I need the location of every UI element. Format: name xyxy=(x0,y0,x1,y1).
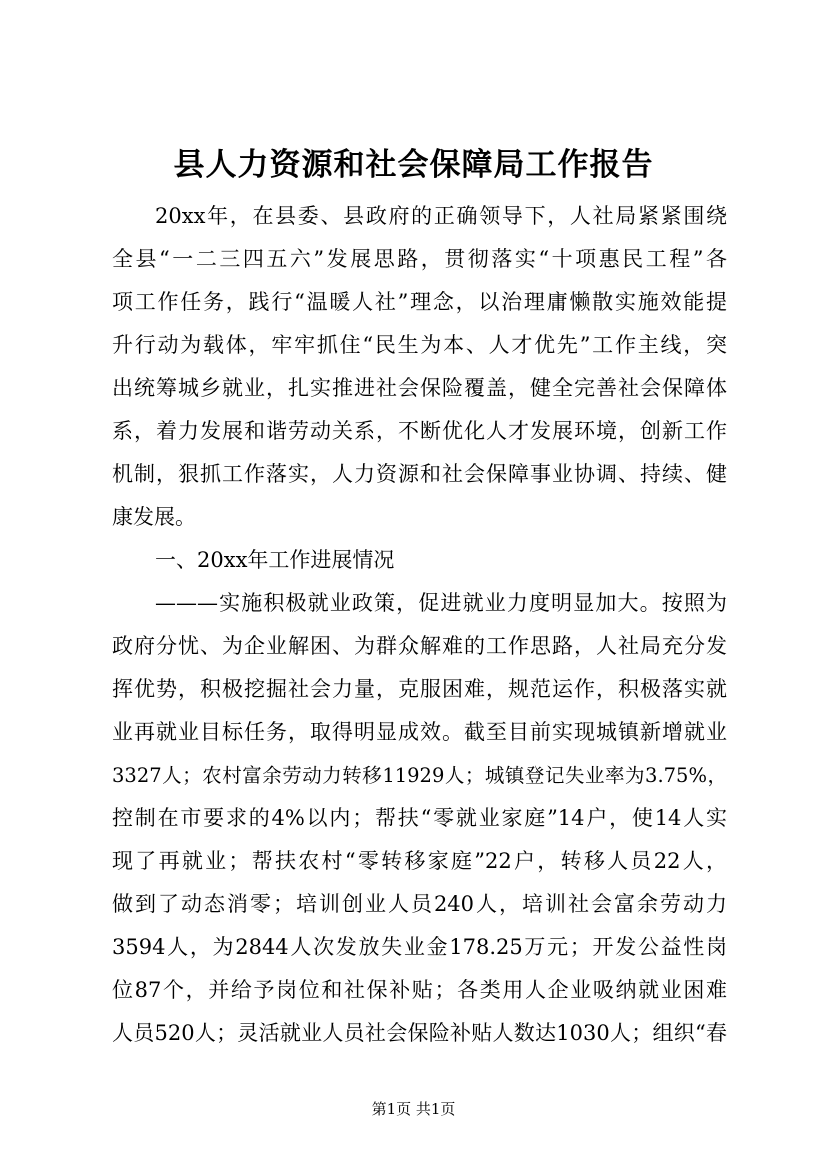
body-line: 政府分忧、为企业解困、为群众解难的工作思路，人社局充分发 xyxy=(112,634,727,658)
body-line: 3594人，为2844人次发放失业金178.25万元；开发公益性岗 xyxy=(112,935,727,959)
body-line: 康发展。 xyxy=(112,505,196,529)
body-line: 现了再就业；帮扶农村“零转移家庭”22户，转移人员22人， xyxy=(112,849,727,873)
body-line: 3327人；农村富余劳动力转移11929人；城镇登记失业率为3.75%， xyxy=(112,764,727,787)
document-title: 县人力资源和社会保障局工作报告 xyxy=(173,147,654,183)
body-line: 升行动为载体，牢牢抓住“民生为本、人才优先”工作主线，突 xyxy=(112,333,727,357)
section-heading: 一、20xx年工作进展情况 xyxy=(155,548,395,572)
body-line: 人员520人；灵活就业人员社会保险补贴人数达1030人；组织“春 xyxy=(112,1021,727,1045)
body-line: 20xx年，在县委、县政府的正确领导下，人社局紧紧围绕 xyxy=(155,204,727,228)
body-line: 挥优势，积极挖掘社会力量，克服困难，规范运作，积极落实就 xyxy=(112,677,727,701)
body-line: 机制，狠抓工作落实，人力资源和社会保障事业协调、持续、健 xyxy=(112,462,727,486)
page-footer: 第1页 共1页 xyxy=(371,1100,456,1118)
body-line: 业再就业目标任务，取得明显成效。截至目前实现城镇新增就业 xyxy=(112,720,727,744)
body-line: 系，着力发展和谐劳动关系，不断优化人才发展环境，创新工作 xyxy=(112,419,727,443)
body-line: 位87个，并给予岗位和社保补贴；各类用人企业吸纳就业困难 xyxy=(112,978,727,1002)
body-line: 做到了动态消零；培训创业人员240人，培训社会富余劳动力 xyxy=(112,892,727,916)
body-line: 项工作任务，践行“温暖人社”理念，以治理庸懒散实施效能提 xyxy=(112,290,727,314)
body-line: 全县“一二三四五六”发展思路，贯彻落实“十项惠民工程”各 xyxy=(112,247,727,271)
body-line: 控制在市要求的4%以内；帮扶“零就业家庭”14户，使14人实 xyxy=(112,806,727,830)
body-line: 出统筹城乡就业，扎实推进社会保险覆盖，健全完善社会保障体 xyxy=(112,376,727,400)
body-line: ———实施积极就业政策，促进就业力度明显加大。按照为 xyxy=(155,591,727,615)
